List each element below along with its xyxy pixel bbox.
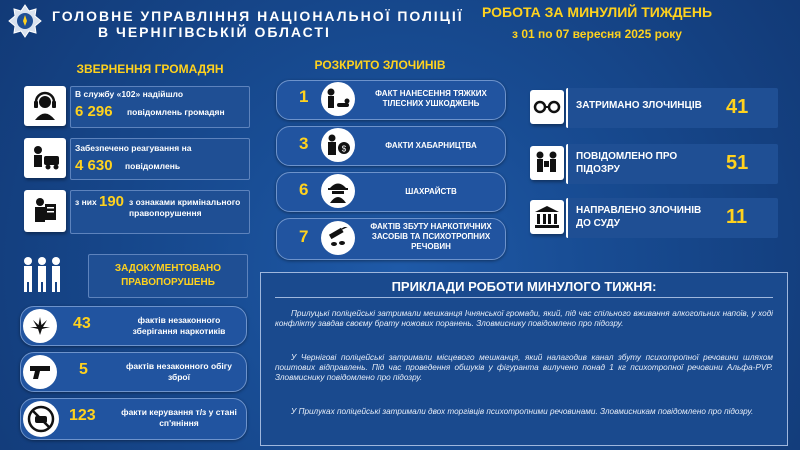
suspect-notice-icon bbox=[530, 146, 564, 180]
appeal-card-2: Забезпечено реагування на 4 630 повідомлень bbox=[24, 138, 248, 178]
court-count: 11 bbox=[726, 206, 748, 228]
drug-trafficking-count: 7 bbox=[299, 227, 309, 246]
bribery-count: 3 bbox=[299, 134, 309, 153]
solved-row-4: 7 ФАКТІВ ЗБУТУ НАРКОТИЧНИХ ЗАСОБІВ ТА ПСИХОТРОПНИХ РЕЧОВИН bbox=[276, 218, 506, 260]
police-emblem-icon bbox=[8, 4, 42, 38]
drunk-driving-count: 123 bbox=[69, 407, 96, 424]
solved-row-2: 3 $ ФАКТИ ХАБАРНИЦТВА bbox=[276, 126, 506, 166]
suspicion-count: 51 bbox=[726, 152, 749, 174]
documented-drunk-driving-row: 123 факти керування т/з у стані сп'яніння bbox=[20, 398, 247, 440]
documented-drugs-row: 43 фактів незаконного зберігання наркотиків bbox=[20, 306, 247, 346]
examples-divider bbox=[275, 297, 773, 298]
header-line-1: ГОЛОВНЕ УПРАВЛІННЯ НАЦІОНАЛЬНОЇ ПОЛІЦІЇ bbox=[52, 8, 464, 24]
appeal-card-3: з них 190 з ознаками кримінального правопорушення bbox=[24, 190, 248, 232]
police-group-icon bbox=[18, 254, 66, 294]
fraud-count: 6 bbox=[299, 180, 309, 199]
report-period: з 01 по 07 вересня 2025 року bbox=[512, 27, 682, 41]
responses-count: 4 630 bbox=[75, 157, 113, 174]
solved-row-3: 6 ШАХРАЙСТВ bbox=[276, 172, 506, 212]
bribery-money-bag-icon bbox=[321, 128, 355, 162]
weapons-count: 5 bbox=[79, 361, 88, 378]
example-paragraph-3: У Прилуках поліцейські затримали двох торгівців психотропними речовинами. Зловмисникам повідомлено про підозру. bbox=[291, 407, 754, 416]
documented-header bbox=[18, 254, 248, 298]
courthouse-icon bbox=[530, 200, 564, 234]
calls-102-count: 6 296 bbox=[75, 103, 113, 120]
solved-row-1: 1 ФАКТ НАНЕСЕННЯ ТЯЖКИХ ТІЛЕСНИХ УШКОДЖЕНЬ bbox=[276, 80, 506, 120]
examples-panel bbox=[260, 272, 788, 446]
documented-weapons-row: 5 фактів незаконного обігу зброї bbox=[20, 352, 247, 392]
police-car-icon bbox=[24, 138, 66, 178]
svg-text:$: $ bbox=[341, 144, 347, 154]
solved-title: РОЗКРИТО ЗЛОЧИНІВ bbox=[314, 58, 446, 72]
detained-count: 41 bbox=[726, 96, 749, 118]
criminal-signs-count: 190 bbox=[99, 193, 125, 210]
assault-victim-icon bbox=[321, 82, 355, 116]
header-line-2: В ЧЕРНІГІВСЬКІЙ ОБЛАСТІ bbox=[98, 24, 331, 40]
pistol-icon bbox=[23, 355, 57, 389]
report-title: РОБОТА ЗА МИНУЛИЙ ТИЖДЕНЬ bbox=[481, 4, 713, 20]
grievous-harm-count: 1 bbox=[299, 87, 309, 106]
stat-court: НАПРАВЛЕНО ЗЛОЧИНІВ ДО СУДУ 11 bbox=[530, 198, 778, 238]
example-paragraph-1: Прилуцькі поліцейські затримали мешканця Ічнянської громади, який, під час спільного вживання алкогольних напоїв, у ході конфлікту завдав своєму брату ножових поранень. Зловмиснику повідомлено про підозру. bbox=[275, 309, 773, 328]
officer-document-icon bbox=[24, 190, 66, 232]
stat-suspicion: ПОВІДОМЛЕНО ПРО ПІДОЗРУ 51 bbox=[530, 144, 778, 184]
stat-detained: ЗАТРИМАНО ЗЛОЧИНЦІВ 41 bbox=[530, 88, 778, 128]
example-paragraph-2: У Чернігові поліцейські затримали місцевого мешканця, який налагодив канал збуту психотропної речовини шляхом поштових відправлень. Під час проведення обшуків у фігуранта вилучено понад 1 кг психотропної речовини Альфа-PVP. Зловмиснику повідомлено про підозру. bbox=[275, 353, 773, 382]
documented-title: ЗАДОКУМЕНТОВАНО ПРАВОПОРУШЕНЬ bbox=[114, 263, 222, 288]
syringe-drugs-icon bbox=[321, 221, 355, 255]
headset-operator-icon bbox=[24, 86, 66, 126]
no-drunk-driving-icon bbox=[23, 401, 59, 437]
handcuffs-icon bbox=[530, 90, 564, 124]
cannabis-leaf-icon bbox=[23, 309, 57, 343]
fraudster-icon bbox=[321, 174, 355, 208]
appeals-title: ЗВЕРНЕННЯ ГРОМАДЯН bbox=[76, 62, 224, 76]
examples-title: ПРИКЛАДИ РОБОТИ МИНУЛОГО ТИЖНЯ: bbox=[391, 279, 657, 294]
drugs-count: 43 bbox=[73, 315, 91, 332]
appeal-card-1: В службу «102» надійшло 6 296 повідомлень громадян bbox=[24, 86, 248, 126]
